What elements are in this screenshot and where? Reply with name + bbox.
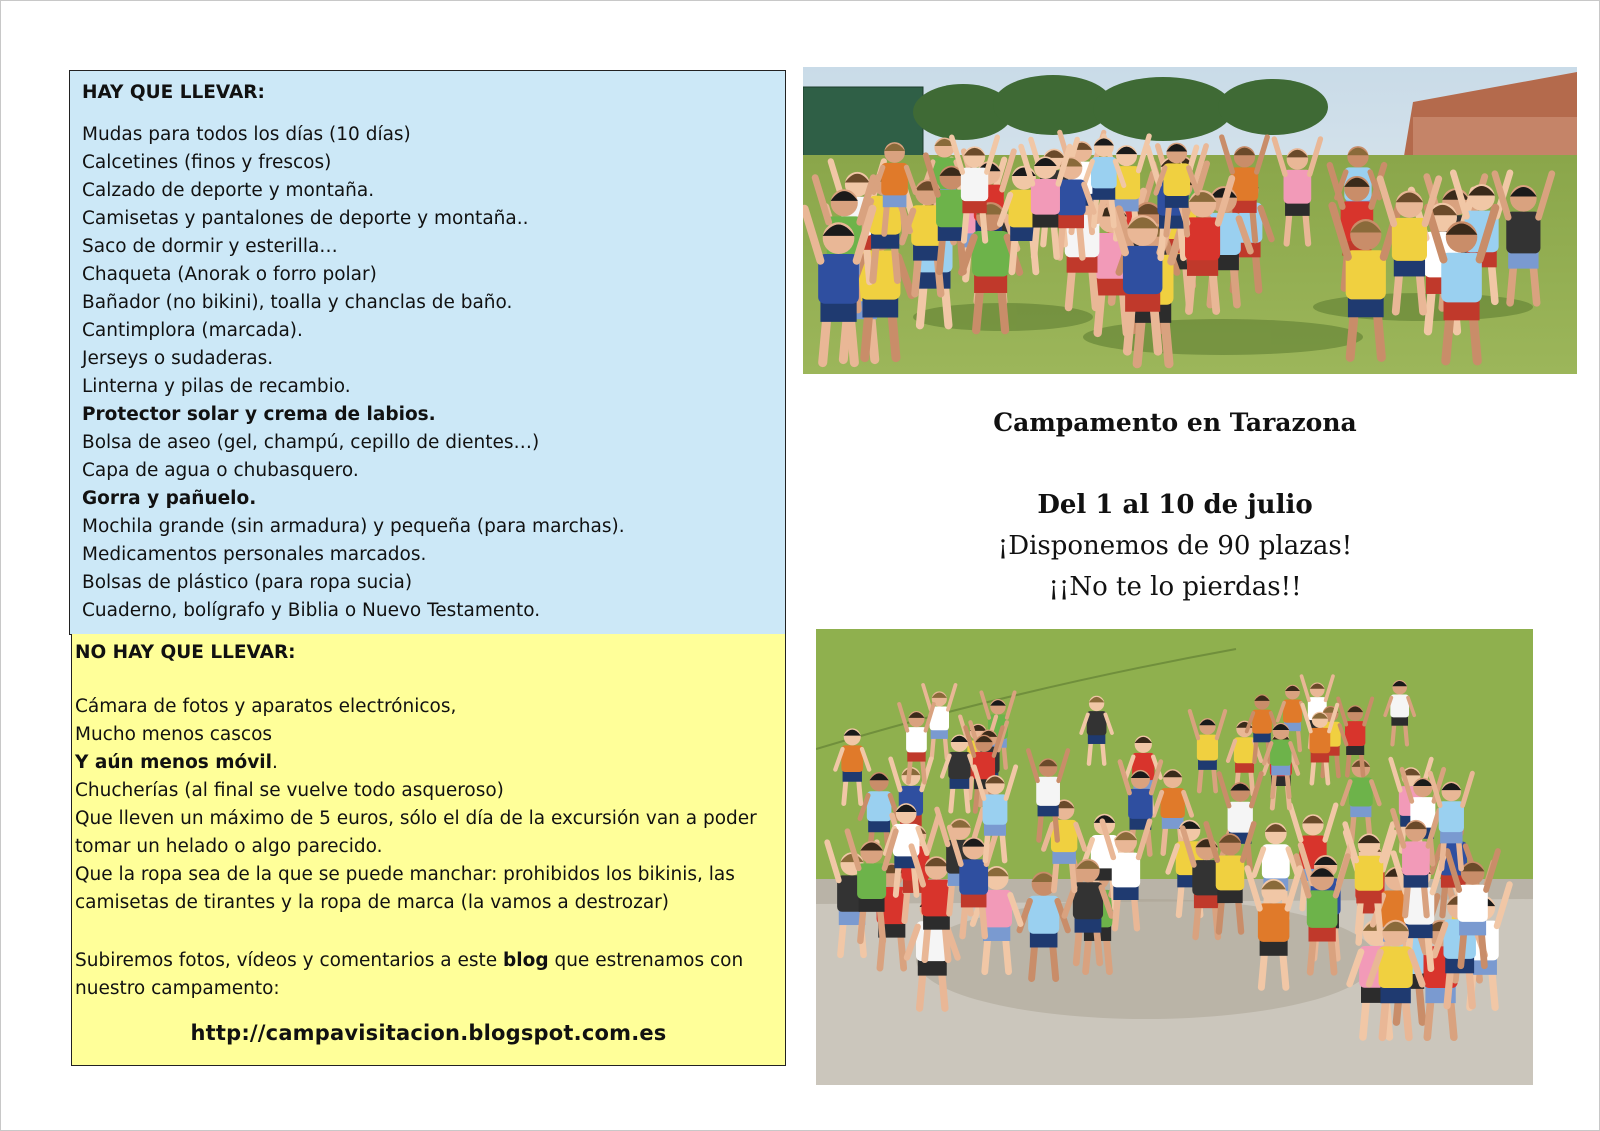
bring-item: Gorra y pañuelo.	[82, 488, 257, 509]
blog-word: blog	[503, 950, 549, 971]
bring-item: Medicamentos personales marcados.	[82, 544, 427, 565]
bring-item: Bañador (no bikini), toalla y chanclas de baño.	[82, 292, 513, 313]
not-bring-item-bold: Y aún menos móvil	[75, 752, 272, 773]
bring-item: Cuaderno, bolígrafo y Biblia o Nuevo Testamento.	[82, 600, 541, 621]
bring-item: Calcetines (finos y frescos)	[82, 152, 332, 173]
bring-box	[69, 70, 786, 635]
not-bring-item: Chucherías (al final se vuelve todo asqueroso)	[75, 780, 504, 801]
bring-item: Chaqueta (Anorak o forro polar)	[82, 264, 377, 285]
jumping-group-photo	[803, 67, 1577, 374]
bring-item: Camisetas y pantalones de deporte y montaña..	[82, 208, 529, 229]
bring-item: Cantimplora (marcada).	[82, 320, 303, 341]
bring-title: HAY QUE LLEVAR:	[82, 82, 265, 103]
bring-item: Capa de agua o chubasquero.	[82, 460, 359, 481]
bring-item: Mudas para todos los días (10 días)	[82, 124, 411, 145]
not-bring-item: Mucho menos cascos	[75, 724, 273, 745]
bring-item: Bolsas de plástico (para ropa sucia)	[82, 572, 413, 593]
not-bring-title: NO HAY QUE LLEVAR:	[75, 642, 296, 663]
bring-item: Bolsa de aseo (gel, champú, cepillo de dientes…)	[82, 432, 540, 453]
bring-item: Calzado de deporte y montaña.	[82, 180, 375, 201]
blog-note-before: Subiremos fotos, vídeos y comentarios a este	[75, 950, 504, 971]
blog-note-after: que estrenamos con nuestro campamento:	[75, 950, 744, 999]
bring-item: Jerseys o sudaderas.	[82, 348, 274, 369]
not-bring-list	[75, 693, 782, 917]
bring-item: Mochila grande (sin armadura) y pequeña (para marchas).	[82, 516, 625, 537]
blog-url[interactable]: http://campavisitacion.blogspot.com.es	[190, 1021, 667, 1045]
bring-item: Saco de dormir y esterilla…	[82, 236, 338, 257]
bring-item: Linterna y pilas de recambio.	[82, 376, 351, 397]
not-bring-box	[71, 634, 786, 1066]
blog-note	[75, 947, 782, 1003]
not-bring-item: Que la ropa sea de la que se puede manchar: prohibidos los bikinis, las camisetas de tirantes y la ropa de marca (la vamos a destrozar)	[75, 864, 735, 913]
camp-title: Campamento en Tarazona	[993, 408, 1357, 437]
camp-places: ¡Disponemos de 90 plazas!	[997, 531, 1353, 561]
not-bring-item: Cámara de fotos y aparatos electrónicos,	[75, 696, 457, 717]
not-bring-item-rest: .	[272, 752, 278, 773]
painted-group-photo	[816, 629, 1533, 1085]
bring-list	[82, 121, 773, 625]
not-bring-item: Que lleven un máximo de 5 euros, sólo el día de la excursión van a poder tomar un helado o algo parecido.	[75, 808, 757, 857]
camp-miss: ¡¡No te lo pierdas!!	[1048, 572, 1302, 602]
camp-dates: Del 1 al 10 de julio	[1037, 490, 1313, 520]
not-bring-item	[75, 749, 782, 777]
bring-item: Protector solar y crema de labios.	[82, 404, 436, 425]
